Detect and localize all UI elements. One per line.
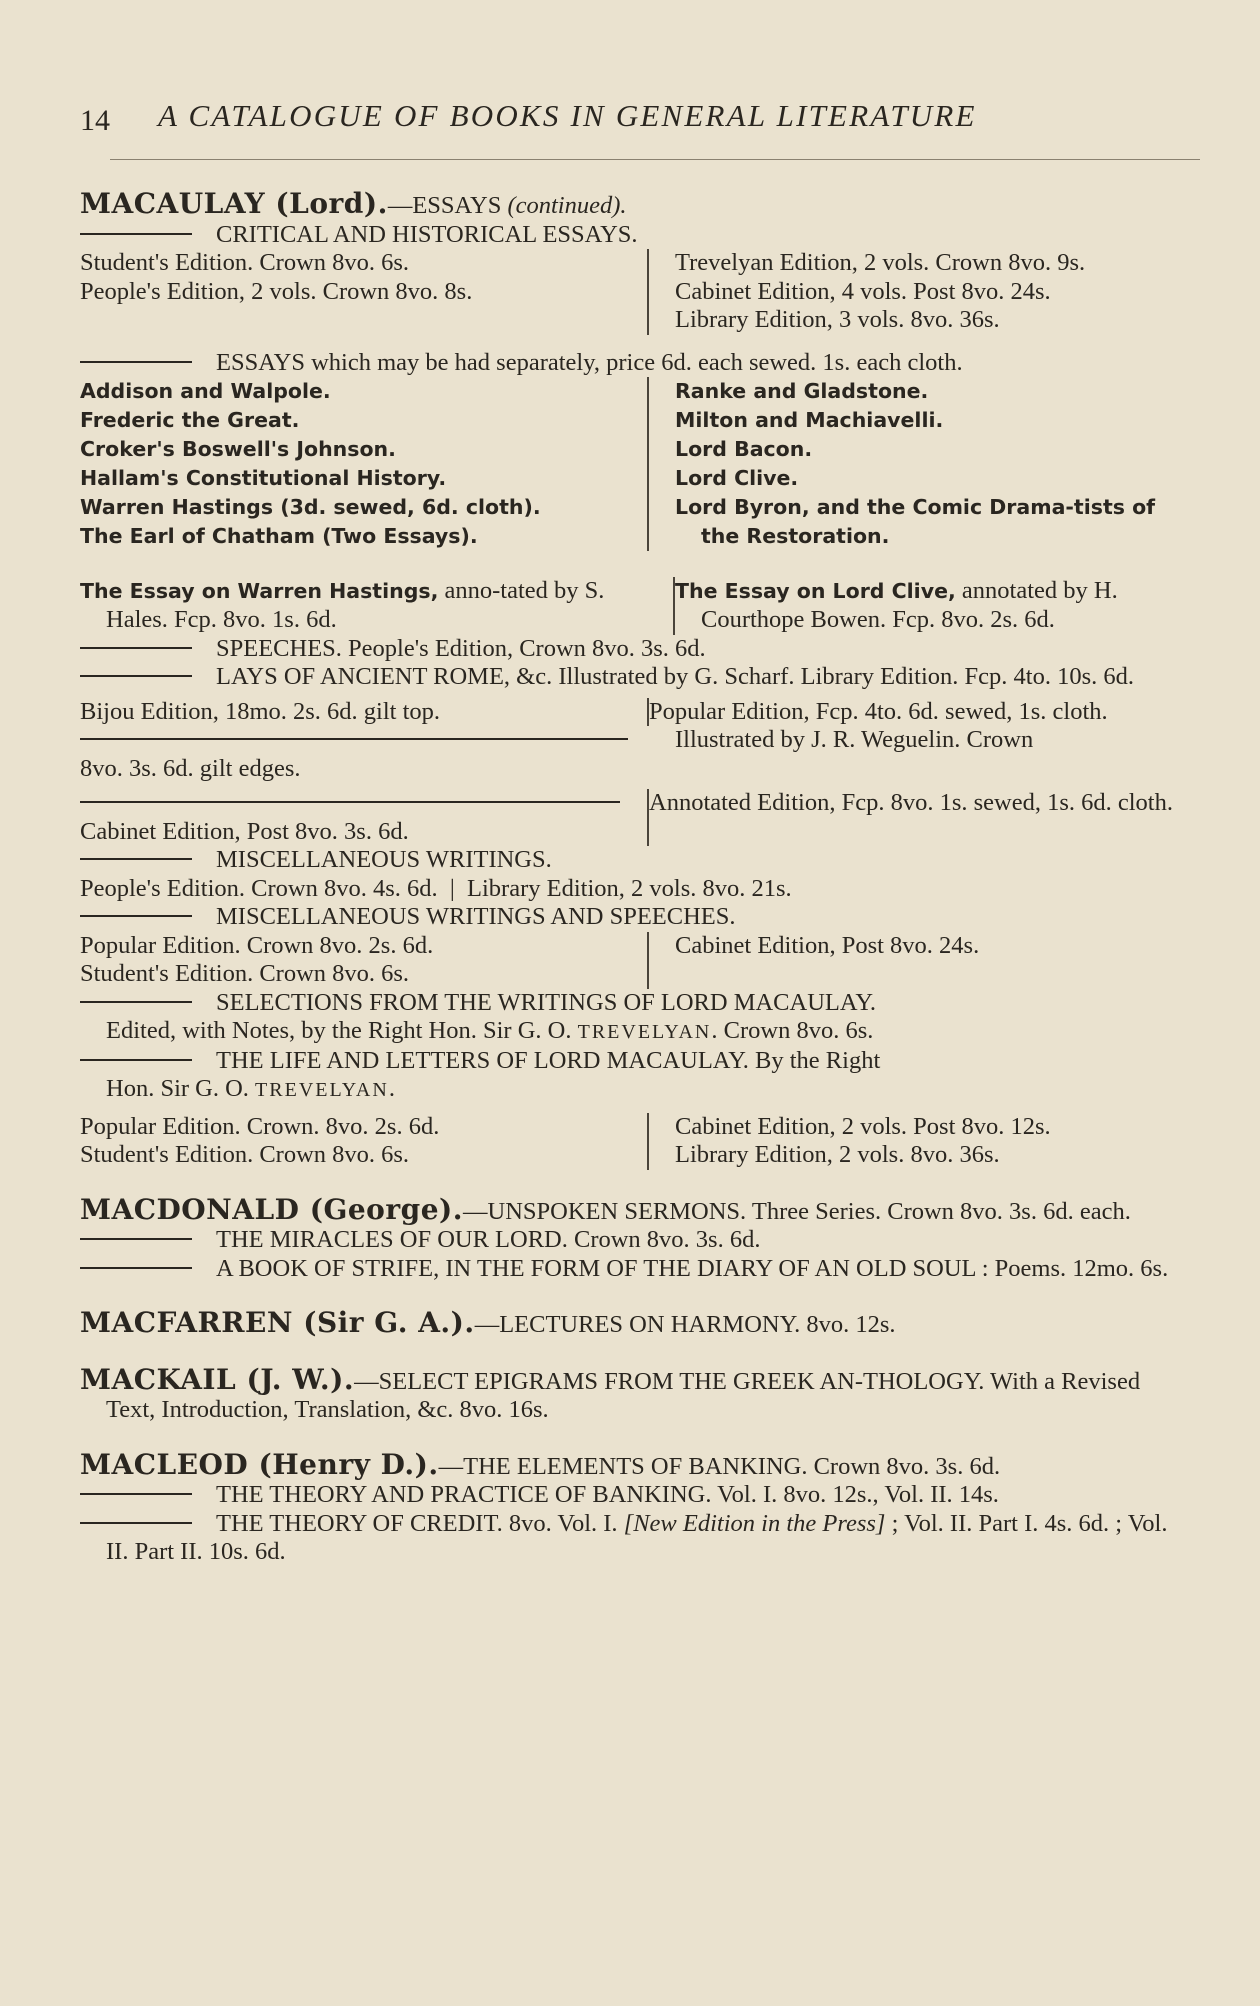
entry-title: A BOOK OF STRIFE, IN THE FORM OF THE DIARY OF AN OLD SOUL : Poems. 12mo. 6s. (80, 1255, 1195, 1284)
entry-title: THE LIFE AND LETTERS OF LORD MACAULAY. By the Right (80, 1047, 1195, 1076)
entry-title: SELECTIONS FROM THE WRITINGS OF LORD MACAULAY. (80, 989, 1195, 1018)
entry-title: THE THEORY OF CREDIT. 8vo. Vol. I. [New Edition in the Press] ; Vol. II. Part I. 4s. 6d. ; Vol. II. Part II. 10s. 6d. (80, 1510, 1195, 1567)
list-item: Hallam's Constitutional History. (80, 466, 447, 490)
mackail-entry: MACKAIL (J. W.).—SELECT EPIGRAMS FROM THE GREEK AN-THOLOGY. With a Revised Text, Introduction, Translation, &c. 8vo. 16s. (80, 1362, 1141, 1423)
list-item: Croker's Boswell's Johnson. (80, 437, 396, 461)
macaulay-heading: MACAULAY (Lord).—ESSAYS (continued). (80, 187, 627, 220)
list-item: Warren Hastings (3d. sewed, 6d. cloth). (80, 495, 541, 519)
entry-title: MISCELLANEOUS WRITINGS. (80, 846, 1195, 875)
annotated-essays: The Essay on Warren Hastings, anno-tated by S. Hales. Fcp. 8vo. 1s. 6d. The Essay on Lord Clive, annotated by H. Courthope Bowen. Fcp. 8vo. 2s. 6d. (80, 577, 1118, 633)
essays-list (80, 377, 1195, 551)
author-name: MACFARREN (Sir G. A.). (80, 1306, 475, 1339)
entry-title: THE THEORY AND PRACTICE OF BANKING. Vol. I. 8vo. 12s., Vol. II. 14s. (80, 1481, 1195, 1510)
editions-columns: Student's Edition. Crown 8vo. 6s. People's Edition, 2 vols. Crown 8vo. 8s. Trevelyan Edition, 2 vols. Crown 8vo. 9s. Cabinet Edition, 4 vols. Post 8vo. 24s. Library Edition, 3 vols. 8vo. 36s. (80, 249, 1086, 333)
author-name: MACDONALD (George). (80, 1192, 464, 1226)
author-name: MACKAIL (J. W.). (80, 1362, 355, 1396)
list-item: Addison and Walpole. (80, 379, 331, 403)
header-rule (110, 159, 1200, 160)
page-number: 14 (80, 104, 110, 137)
macdonald-entry: MACDONALD (George).—UNSPOKEN SERMONS. Three Series. Crown 8vo. 3s. 6d. each. (80, 1192, 1131, 1226)
author-name: MACLEOD (Henry D.). (80, 1447, 439, 1481)
entry-title: MISCELLANEOUS WRITINGS AND SPEECHES. (80, 903, 1195, 932)
list-item: Lord Byron, and the Comic Drama-tists of the Restoration. (675, 495, 1156, 548)
editions-columns: Cabinet Edition, Post 8vo. 3s. 6d. Annotated Edition, Fcp. 8vo. 1s. sewed, 1s. 6d. cloth. (80, 789, 1173, 845)
catalogue-content: MACAULAY (Lord).—ESSAYS (continued). CRITICAL AND HISTORICAL ESSAYS. Student's Edition. Crown 8vo. 6s. People's Edition, 2 vols. Crown 8vo. 8s. Trevelyan Edition, 2 vols. Crown 8vo. 9s. Cabinet Edition, 4 vols. Post 8vo. 24s. Library Edition, 3 vols. 8vo. 36s. ESSAYS which may be had separately, price 6d. each sewed. 1s. each cloth. Addison and Walpole. Frederic the Great. Croker's Boswell's Johnson. Hallam's Constitutional History. Warren Hastings (3d. sewed, 6d. cloth). The Earl of Chatham (Two Essays). Ranke and Gladstone. Milton and Machiavelli. Lord Bacon. Lord Clive. Lord Byron, and the Comic Drama-tists of the Restoration. The Essay on Warren Hastings, anno-tated by S. Hales. Fcp. 8vo. 1s. 6d. The Essay on Lord Clive, annotated by H. Courthope Bowen. Fcp. 8vo. 2s. 6d. SPEECHES. People's Edition, Crown 8vo. 3s. 6d. LAYS OF ANCIENT ROME, &c. Illustrated by G. Scharf. Library Edition. Fcp. 4to. 10s. 6d. Bijou Edition, 18mo. 2s. 6d. gilt top. Popular Edition, Fcp. 4to. 6d. sewed, 1s. cloth. Illustrated by J. R. Weguelin. Crown 8vo. 3s. 6d. gilt edges. Cabinet Edition, Post 8vo. 3s. 6d. Annotated Edition, Fcp. 8vo. 1s. sewed, 1s. 6d. cloth. MISCELLANEOUS WRITINGS. People's Edition. Crown 8vo. 4s. 6d. | Library Edition, 2 vols. 8vo. 21s. MISCELLANEOUS WRITINGS AND SPEECHES. Popular Edition. Crown 8vo. 2s. 6d. Student's Edition. Crown 8vo. 6s. Cabinet Edition, Post 8vo. 24s. SELECTIONS FROM THE WRITINGS OF LORD MACAULAY. Edited, with Notes, by the Right Hon. Sir G. O. TREVELYAN. Crown 8vo. 6s. THE LIFE AND LETTERS OF LORD MACAULAY. By the Right Hon. Sir G. O. TREVELYAN. Popular Edition. Crown. 8vo. 2s. 6d. Student's Edition. Crown 8vo. 6s. Cabinet Edition, 2 vols. Post 8vo. 12s. Library Edition, 2 vols. 8vo. 36s. MACDONALD (George).—UNSPOKEN SERMONS. Three Series. Crown 8vo. 3s. 6d. each. THE MIRACLES OF OUR LORD. Crown 8vo. 3s. 6d. A BOOK OF STRIFE, IN THE FORM OF THE DIARY OF AN OLD SOUL : Poems. 12mo. 6s. MACFARREN (Sir G. A.).—LECTURES ON HARMONY. 8vo. 12s. MACKAIL (J. W.).—SELECT EPIGRAMS FROM THE GREEK AN-THOLOGY. With a Revised Text, Introduction, Translation, &c. 8vo. 16s. MACLEOD (Henry D.).—THE ELEMENTS OF BANKING. Crown 8vo. 3s. 6d. THE THEORY AND PRACTICE OF BANKING. Vol. I. 8vo. 12s., Vol. II. 14s. THE THEORY OF CREDIT. 8vo. Vol. I. [New Edition in the Press] ; Vol. II. Part I. 4s. 6d. ; Vol. II. Part II. 10s. 6d. (80, 190, 1195, 1567)
list-item: The Earl of Chatham (Two Essays). (80, 524, 478, 548)
author-name: MACAULAY (Lord). (80, 187, 388, 220)
running-header (80, 98, 1190, 142)
editions-columns: Popular Edition. Crown 8vo. 2s. 6d. Student's Edition. Crown 8vo. 6s. Cabinet Edition, Post 8vo. 24s. (80, 931, 980, 987)
entry-title: LAYS OF ANCIENT ROME, &c. Illustrated by G. Scharf. Library Edition. Fcp. 4to. 10s. 6d. (80, 663, 1195, 692)
entry-title: ESSAYS which may be had separately, price 6d. each sewed. 1s. each cloth. (80, 349, 1195, 378)
editions-columns: Bijou Edition, 18mo. 2s. 6d. gilt top. Popular Edition, Fcp. 4to. 6d. sewed, 1s. cloth. (80, 697, 1108, 725)
list-item: Frederic the Great. (80, 408, 300, 432)
page-title: A CATALOGUE OF BOOKS IN GENERAL LITERATURE (158, 98, 977, 133)
entry-title: SPEECHES. People's Edition, Crown 8vo. 3s. 6d. (80, 635, 1195, 664)
macfarren-entry: MACFARREN (Sir G. A.).—LECTURES ON HARMONY. 8vo. 12s. (80, 1306, 896, 1339)
editions-columns: Popular Edition. Crown. 8vo. 2s. 6d. Student's Edition. Crown 8vo. 6s. Cabinet Edition, 2 vols. Post 8vo. 12s. Library Edition, 2 vols. 8vo. 36s. (80, 1112, 1051, 1168)
list-item: Lord Clive. (675, 466, 799, 490)
list-item: Ranke and Gladstone. (675, 379, 929, 403)
list-item: Milton and Machiavelli. (675, 408, 944, 432)
macleod-entry: MACLEOD (Henry D.).—THE ELEMENTS OF BANKING. Crown 8vo. 3s. 6d. (80, 1447, 1001, 1481)
entry-title: CRITICAL AND HISTORICAL ESSAYS. (80, 221, 1195, 250)
entry-title: THE MIRACLES OF OUR LORD. Crown 8vo. 3s. 6d. (80, 1226, 1195, 1255)
list-item: Lord Bacon. (675, 437, 813, 461)
